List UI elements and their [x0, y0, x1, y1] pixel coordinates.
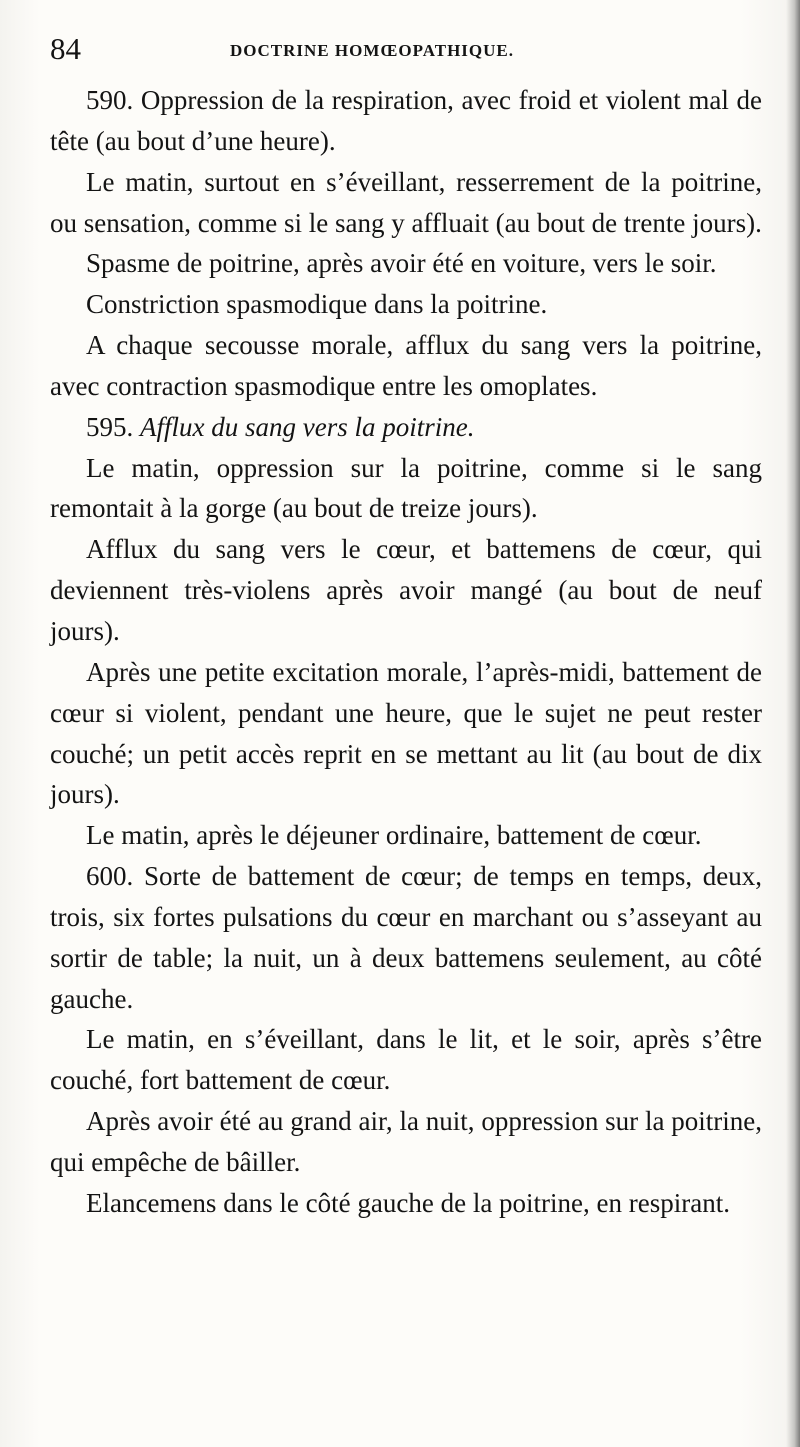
paragraph-text: Le matin, surtout en s’éveillant, resserrement de la poitrine, ou sensation, comme si le sang y affluait (au bout de trente jours).: [50, 166, 762, 238]
page-header: [50, 30, 750, 70]
paragraph: [50, 284, 762, 325]
paragraph: [50, 1183, 762, 1224]
paragraph: [50, 162, 762, 244]
paragraph-text: Le matin, en s’éveillant, dans le lit, et le soir, après s’être couché, fort battement de cœur.: [50, 1024, 762, 1096]
body-text: [50, 80, 762, 1224]
paragraph-number: 590.: [86, 85, 134, 115]
paragraph-text: Afflux du sang vers le cœur, et battemens de cœur, qui deviennent très-violens après avoir mangé (au bout de neuf jours).: [50, 534, 762, 646]
paragraph: [50, 325, 762, 407]
paragraph-595: [50, 407, 762, 448]
running-title: DOCTRINE HOMŒOPATHIQUE.: [230, 41, 514, 60]
page-edge-shadow: [786, 0, 800, 1447]
paragraph-600: [50, 856, 762, 1019]
paragraph-590: [50, 80, 762, 162]
paragraph-text: Le matin, oppression sur la poitrine, comme si le sang remontait à la gorge (au bout de treize jours).: [50, 452, 762, 524]
paragraph-number: 595.: [86, 411, 134, 442]
paragraph: [50, 1019, 762, 1101]
paragraph-text: Spasme de poitrine, après avoir été en voiture, vers le soir.: [86, 248, 717, 279]
paragraph-text: Sorte de battement de cœur; de temps en temps, deux, trois, six fortes pulsations du cœur en marchant ou s’asseyant au sortir de table; la nuit, un à deux battemens seulement, au côté gauche.: [50, 861, 763, 1014]
page-number: 84: [50, 31, 81, 66]
section-heading: Afflux du sang vers la poitrine.: [140, 411, 475, 442]
paragraph-text: A chaque secousse morale, afflux du sang vers la poitrine, avec contraction spasmodique entre les omoplates.: [50, 330, 762, 401]
paragraph-text: Après avoir été au grand air, la nuit, oppression sur la poitrine, qui empêche de bâiller.: [50, 1106, 762, 1177]
paragraph: [50, 243, 762, 284]
paragraph: [50, 652, 762, 815]
paragraph: [50, 529, 762, 652]
paragraph-text: Elancemens dans le côté gauche de la poitrine, en respirant.: [86, 1187, 730, 1218]
paragraph: [50, 815, 762, 856]
paragraph-text: Le matin, après le déjeuner ordinaire, battement de cœur.: [86, 820, 702, 851]
paragraph-number: 600.: [86, 861, 134, 892]
paragraph-text: Constriction spasmodique dans la poitrine.: [86, 289, 548, 320]
paragraph: [50, 448, 762, 530]
paragraph-text: Après une petite excitation morale, l’après-midi, battement de cœur si violent, pendant une heure, que le sujet ne peut rester couché; un petit accès reprit en se mettant au lit (au bout de dix jours).: [50, 656, 762, 810]
paragraph-text: Oppression de la respiration, avec froid et violent mal de tête (au bout d’une heure).: [50, 85, 762, 156]
paragraph: [50, 1101, 762, 1183]
